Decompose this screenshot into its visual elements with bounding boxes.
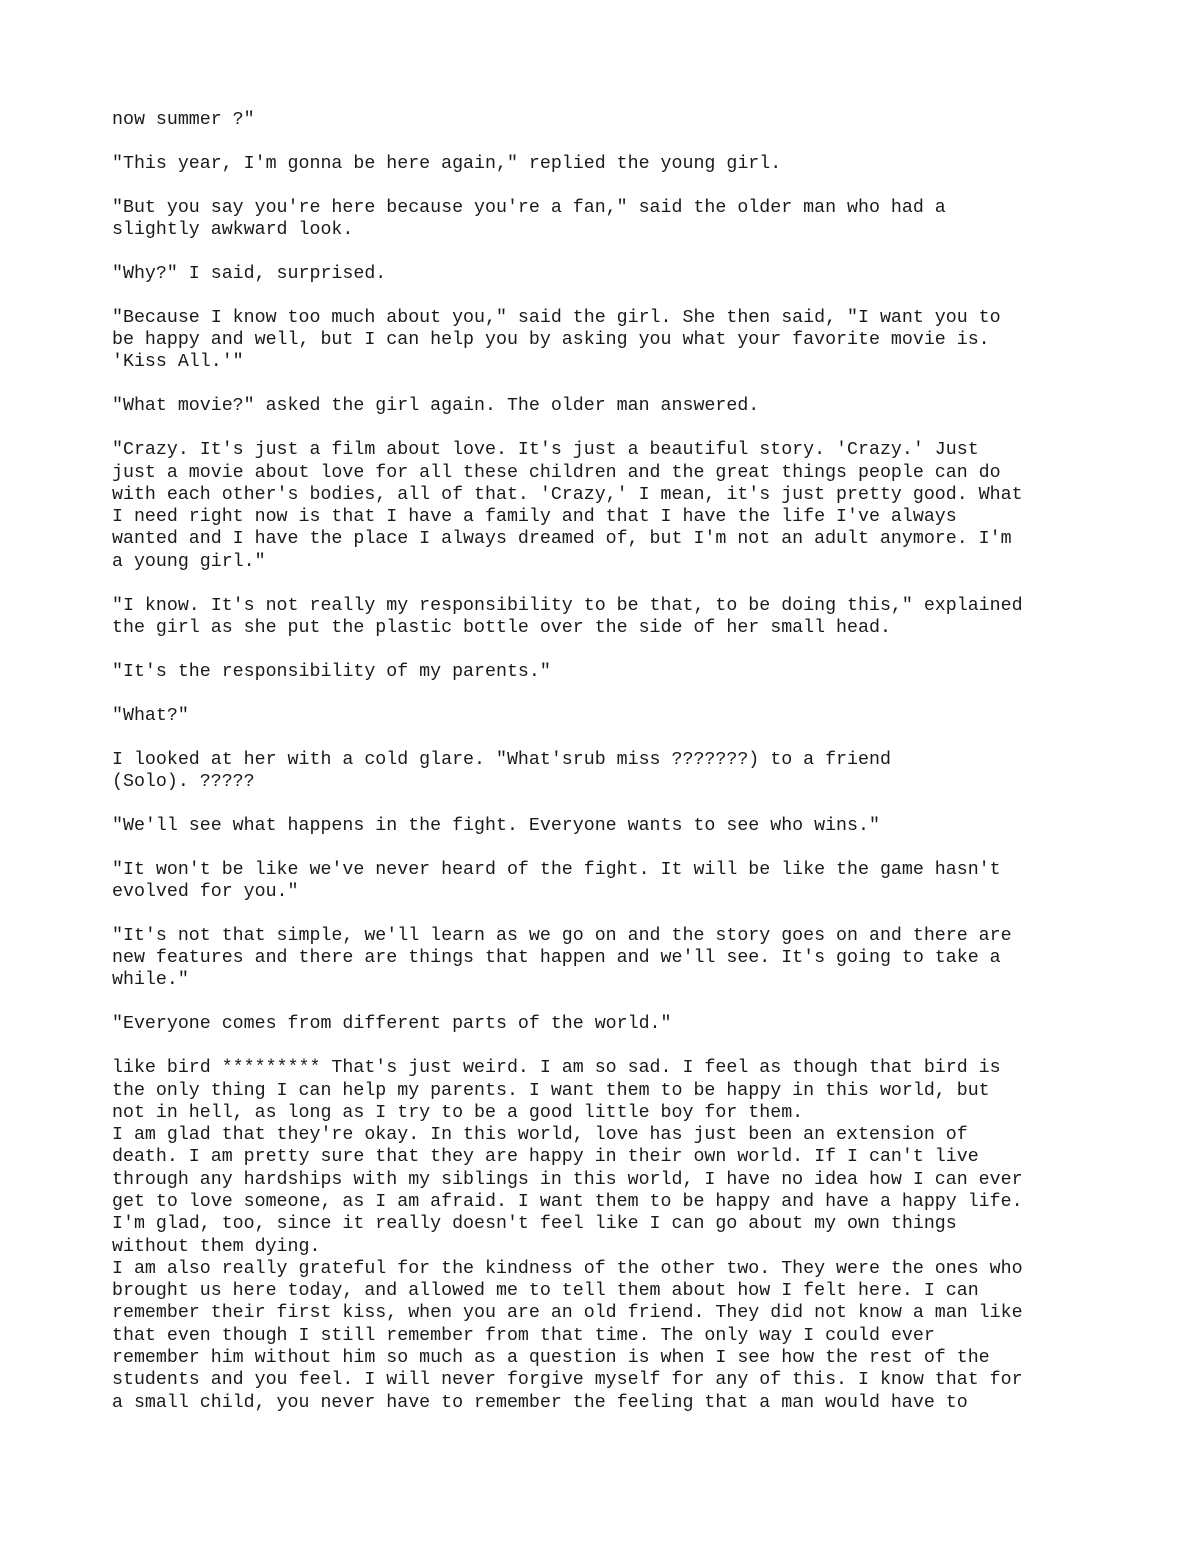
document-body (112, 109, 1102, 1414)
paragraph: "It's the responsibility of my parents." (112, 661, 551, 682)
paragraph: "Crazy. It's just a film about love. It's just a beautiful story. 'Crazy.' Just just a movie about love for all these children and the great things people can do with each other's bodies, all of that. 'Crazy,' I mean, it's just pretty good. What I need right now is that I have a family and that I have the life I've always wanted and I have the place I always dreamed of, but I'm not an adult anymore. I'm a young girl." (112, 440, 1023, 572)
paragraph: "It's not that simple, we'll learn as we go on and the story goes on and there are new features and there are things that happen and we'll see. It's going to take a while." (112, 925, 1012, 991)
paragraph: I am glad that they're okay. In this world, love has just been an extension of death. I am pretty sure that they are happy in their own world. If I can't live through any hardships with my siblings in this world, I have no idea how I can ever get to love someone, as I am afraid. I want them to be happy and have a happy life. I'm glad, too, since it really doesn't feel like I can go about my own things without them dying. (112, 1125, 1023, 1257)
paragraph: "It won't be like we've never heard of the fight. It will be like the game hasn't evolved for you." (112, 859, 1001, 902)
paragraph: "What movie?" asked the girl again. The older man answered. (112, 396, 760, 417)
paragraph: "I know. It's not really my responsibility to be that, to be doing this," explained the girl as she put the plastic bottle over the side of her small head. (112, 595, 1023, 638)
paragraph: "Why?" I said, surprised. (112, 263, 387, 284)
paragraph: I am also really grateful for the kindness of the other two. They were the ones who brought us here today, and allowed me to tell them about how I felt here. I can remember their first kiss, when you are an old friend. They did not know a man like that even though I still remember from that time. The only way I could ever remember him without him so much as a question is when I see how the rest of the students and you feel. I will never forgive myself for any of this. I know that for a small child, you never have to remember the feeling that a man would have to (112, 1258, 1023, 1413)
paragraph: "Everyone comes from different parts of the world." (112, 1014, 672, 1035)
paragraph: "What?" (112, 705, 189, 726)
paragraph: "Because I know too much about you," said the girl. She then said, "I want you to be happy and well, but I can help you by asking you what your favorite movie is. 'Kiss All.'" (112, 307, 1001, 373)
paragraph: "But you say you're here because you're a fan," said the older man who had a slightly awkward look. (112, 197, 946, 241)
paragraph: "This year, I'm gonna be here again," replied the young girl. (112, 153, 782, 174)
paragraph: "We'll see what happens in the fight. Everyone wants to see who wins." (112, 815, 880, 836)
paragraph: I looked at her with a cold glare. "What'srub miss ???????) to a friend (Solo). ????? (112, 749, 891, 792)
paragraph: now summer ?" (112, 110, 255, 130)
paragraph: like bird ********* That's just weird. I am so sad. I feel as though that bird is the only thing I can help my parents. I want them to be happy in this world, but not in hell, as long as I try to be a good little boy for them. (112, 1058, 1001, 1123)
